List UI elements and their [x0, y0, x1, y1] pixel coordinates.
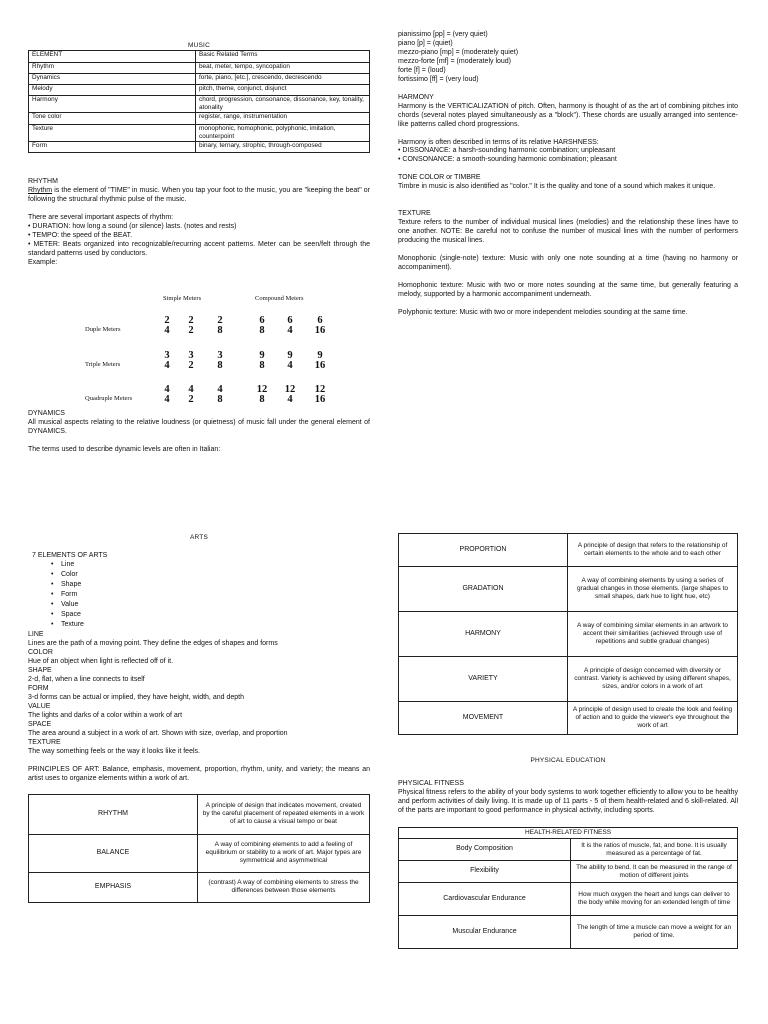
dynamic-level: mezzo-piano [mp] = (moderately quiet)	[398, 48, 519, 56]
definition-term: VALUE	[28, 702, 51, 710]
time-signature-top: 3	[164, 350, 170, 361]
definition-term: FORM	[28, 684, 49, 692]
table-row	[399, 567, 738, 612]
table-row	[29, 96, 370, 113]
table-cell: MOVEMENT	[399, 702, 568, 735]
time-signature-top: 4	[164, 384, 170, 395]
table-cell: binary, ternary, strophic, through-composed	[196, 142, 370, 153]
list-item: • Texture	[61, 621, 370, 631]
table-row	[29, 113, 370, 124]
time-signature-top: 6	[317, 315, 323, 326]
time-signature	[255, 316, 269, 335]
monophonic-paragraph: Monophonic (single-note) texture: Music with only one note sounding at a time (having no harmony or accompaniment).	[398, 255, 738, 272]
homophonic-paragraph: Homophonic texture: Music with two or more notes sounding at the same time, but generally featuring a melody, supported by a harmonic accompaniment underneath.	[398, 282, 738, 298]
arts-pe-page	[0, 512, 768, 1024]
tone-color-heading: TONE COLOR or TIMBRE	[398, 174, 481, 182]
harmony-paragraph: Harmony is the VERTICALIZATION of pitch. Often, harmony is thought of as the art of combining pitches into chords (several notes played simultaneously as a "block"). These chords are usually arranged into sentence-like patterns called chord progressions.	[398, 102, 738, 128]
table-row	[399, 861, 738, 883]
harmony-heading: HARMONY	[398, 93, 434, 101]
principles-paragraph: PRINCIPLES OF ART: Balance, emphasis, movement, proportion, rhythm, unity, and variety; the means an artist uses to organize elements within a work of art.	[28, 765, 370, 782]
arts-title: ARTS	[189, 534, 209, 541]
table-row	[29, 51, 370, 62]
table-cell: beat, meter, tempo, syncopation	[196, 62, 370, 73]
time-signature-top: 9	[287, 350, 293, 361]
time-signature-bottom: 16	[314, 359, 326, 371]
time-signature	[283, 316, 297, 335]
definition-text: 2-d, flat, when a line connects to itself	[28, 676, 145, 684]
time-signature-top: 2	[217, 315, 223, 326]
table-cell: PROPORTION	[399, 534, 568, 567]
music-left-column	[28, 42, 370, 153]
time-signature	[213, 385, 227, 404]
time-signature	[160, 351, 174, 370]
time-signature	[184, 351, 198, 370]
dynamic-level: forte [f] = (loud)	[398, 66, 446, 74]
texture-paragraph: Texture refers to the number of individual musical lines (melodies) and the relationship these lines have to one another. NOTE: Be careful not to confuse the number of musical lines with the number of performers producing the musical lines.	[398, 219, 738, 245]
time-signature-bottom: 8	[217, 324, 223, 336]
table-cell: Melody	[29, 84, 196, 95]
principles-table-right	[398, 533, 738, 735]
table-row	[29, 124, 370, 141]
table-cell: A principle of design used to create the look and feeling of action and to guide the viewer's eye throughout the work of art	[568, 702, 738, 735]
list-item: • Line	[61, 561, 370, 571]
duple-meters-label: Duple Meters	[85, 326, 121, 333]
time-signature-bottom: 4	[287, 359, 293, 371]
time-signature-bottom: 4	[164, 359, 170, 371]
table-row	[399, 883, 738, 916]
time-signature-bottom: 8	[217, 393, 223, 405]
table-cell: GRADATION	[399, 567, 568, 612]
definition-text: The way something feels or the way it looks like it feels.	[28, 747, 200, 755]
table-cell: How much oxygen the heart and lungs can deliver to the body while moving for an extended length of time	[571, 883, 738, 916]
texture-heading: TEXTURE	[398, 210, 431, 218]
time-signature-top: 12	[284, 384, 296, 395]
time-signature	[184, 385, 198, 404]
table-row	[29, 73, 370, 84]
time-signature-top: 9	[317, 350, 323, 361]
table-cell: (contrast) A way of combining elements to stress the differences between those elements	[198, 872, 370, 902]
triple-meters-label: Triple Meters	[85, 361, 121, 368]
definition-term: LINE	[28, 631, 44, 639]
time-signature-bottom: 4	[164, 393, 170, 405]
table-cell: Flexibility	[399, 861, 571, 883]
table-cell: A way of combining elements by using a series of gradual changes in those elements. (large shapes to small shapes, dark hue to light hue, etc)	[568, 567, 738, 612]
time-signature-top: 4	[217, 384, 223, 395]
time-signature-bottom: 4	[287, 324, 293, 336]
definition-text: The lights and darks of a color within a work of art	[28, 711, 183, 719]
table-cell: chord, progression, consonance, dissonance, key, tonality, atonality	[196, 96, 370, 113]
time-signature	[283, 351, 297, 370]
music-elements-table	[28, 50, 370, 153]
list-item: • Color	[61, 571, 370, 581]
time-signature-bottom: 2	[188, 324, 194, 336]
table-cell: VARIETY	[399, 657, 568, 702]
time-signature-bottom: 2	[188, 393, 194, 405]
table-cell: BALANCE	[29, 834, 198, 872]
table-cell: Rhythm	[29, 62, 196, 73]
pe-title: PHYSICAL EDUCATION	[530, 757, 606, 764]
harshness-item: • DISSONANCE: a harsh-sounding harmonic combination; unpleasant	[398, 147, 616, 155]
time-signature	[313, 351, 327, 370]
table-cell: monophonic, homophonic, polyphonic, imitation, counterpoint	[196, 124, 370, 141]
health-fitness-table	[398, 827, 738, 949]
time-signature-top: 9	[259, 350, 265, 361]
dynamic-level: piano [p] = (quiet)	[398, 39, 453, 47]
table-row	[399, 828, 738, 839]
table-cell: Cardiovascular Endurance	[399, 883, 571, 916]
dynamics-section	[28, 410, 370, 455]
time-signature-top: 6	[259, 315, 265, 326]
dynamic-level: fortissimo [ff] = (very loud)	[398, 75, 479, 83]
dynamics-heading: DYNAMICS	[28, 410, 65, 417]
rhythm-paragraph	[28, 187, 370, 205]
table-row	[29, 62, 370, 73]
table-cell: Texture	[29, 124, 196, 141]
table-header-cell: Basic Related Terms	[196, 51, 370, 62]
rhythm-word: Rhythm	[28, 186, 53, 194]
time-signature	[160, 385, 174, 404]
time-signature	[255, 351, 269, 370]
time-signature	[184, 316, 198, 335]
definition-text: The area around a subject in a work of art. Shown with size, overlap, and proportion	[28, 729, 288, 737]
dynamic-level: mezzo-forte [mf] = (moderately loud)	[398, 57, 512, 65]
aspect-item: • TEMPO: the speed of the BEAT.	[28, 231, 133, 239]
time-signature	[313, 385, 327, 404]
time-signature-top: 3	[217, 350, 223, 361]
table-cell: Dynamics	[29, 73, 196, 84]
physical-fitness-paragraph: Physical fitness refers to the ability of your body systems to work together efficiently to allow you to be healthy and perform activities of daily living. It is made up of 11 parts - 5 of them health-related and 6 skill-related. All of the parts are important to good performance in physical activity, including sports.	[398, 789, 738, 815]
elements-list	[28, 561, 370, 631]
elements-heading: 7 ELEMENTS OF ARTS	[32, 552, 108, 560]
time-signature-bottom: 16	[314, 324, 326, 336]
table-cell: Harmony	[29, 96, 196, 113]
time-signature	[255, 385, 269, 404]
table-row	[29, 834, 370, 872]
table-cell: The length of time a muscle can move a weight for an period of time.	[571, 916, 738, 949]
table-cell: A way of combining elements to add a feeling of equilibrium or stability to a work of art. Major types are symmetrical and asymmetrical	[198, 834, 370, 872]
definition-term: COLOR	[28, 649, 53, 657]
time-signature-bottom: 2	[188, 359, 194, 371]
rhythm-heading: RHYTHM	[28, 178, 58, 185]
time-signature-top: 3	[188, 350, 194, 361]
table-row	[399, 916, 738, 949]
table-cell: It is the ratios of muscle, fat, and bone. It is usually measured as a percentage of fat.	[571, 839, 738, 861]
time-signature-top: 4	[188, 384, 194, 395]
table-cell: A principle of design that refers to the relationship of certain elements to the whole and to each other	[568, 534, 738, 567]
table-cell: HARMONY	[399, 612, 568, 657]
list-item: • Value	[61, 601, 370, 611]
arts-pe-right-column	[398, 533, 738, 949]
time-signature-top: 6	[287, 315, 293, 326]
table-cell: The ability to bend. It can be measured in the range of motion of different joints	[571, 861, 738, 883]
aspect-item: • METER: Beats organized into recognizable/recurring accent patterns. Meter can be seen/felt through the standard patterns used by conductors.	[28, 240, 370, 257]
time-signature-top: 2	[188, 315, 194, 326]
dynamics-italian-note: The terms used to describe dynamic levels are often in Italian:	[28, 445, 221, 453]
table-cell: Form	[29, 142, 196, 153]
dynamics-paragraph: All musical aspects relating to the relative loudness (or quietness) of music fall under the general element of DYNAMICS.	[28, 418, 370, 435]
table-row	[29, 872, 370, 902]
harshness-intro: Harmony is often described in terms of its relative HARSHNESS:	[398, 138, 599, 146]
time-signature-bottom: 8	[259, 324, 265, 336]
arts-left-column	[28, 534, 370, 903]
table-cell: EMPHASIS	[29, 872, 198, 902]
rhythm-section	[28, 178, 370, 268]
table-cell: Tone color	[29, 113, 196, 124]
table-cell: pitch, theme, conjunct, disjunct	[196, 84, 370, 95]
time-signature-top: 2	[164, 315, 170, 326]
time-signature-bottom: 8	[259, 359, 265, 371]
table-cell: A way of combining similar elements in an artwork to accent their similarities (achieved through use of repetitions and subtle gradual changes)	[568, 612, 738, 657]
physical-fitness-heading: PHYSICAL FITNESS	[398, 780, 464, 788]
table-header-cell: ELEMENT	[29, 51, 196, 62]
definition-term: SHAPE	[28, 667, 52, 675]
example-label: Example:	[28, 258, 58, 266]
definition-text: Hue of an object when light is reflected off of it.	[28, 658, 174, 666]
time-signature	[283, 385, 297, 404]
time-signature	[213, 316, 227, 335]
aspect-item: • DURATION: how long a sound (or silence) lasts. (notes and rests)	[28, 222, 237, 230]
time-signature-bottom: 4	[287, 393, 293, 405]
table-row	[399, 702, 738, 735]
rhythm-text: is the element of "TIME" in music. When you tap your foot to the music, you are "keeping the beat" or following the structural rhythmic pulse of the music.	[28, 186, 370, 203]
table-cell: register, range, instrumentation	[196, 113, 370, 124]
table-row	[399, 612, 738, 657]
table-cell: Body Composition	[399, 839, 571, 861]
meters-figure	[55, 292, 335, 408]
time-signature-bottom: 16	[314, 393, 326, 405]
table-row	[29, 794, 370, 834]
table-cell: forte, piano, [etc.], crescendo, decrescendo	[196, 73, 370, 84]
list-item: • Space	[61, 611, 370, 621]
quadruple-meters-label: Quadruple Meters	[85, 395, 133, 402]
time-signature-top: 12	[256, 384, 268, 395]
list-item: • Form	[61, 591, 370, 601]
table-cell: RHYTHM	[29, 794, 198, 834]
definition-term: SPACE	[28, 720, 52, 728]
table-cell: A principle of design that indicates movement, created by the careful placement of repeated elements in a work of art to cause a visual tempo or beat	[198, 794, 370, 834]
compound-meters-label: Compound Meters	[255, 295, 304, 302]
aspects-intro: There are several important aspects of rhythm:	[28, 213, 174, 221]
time-signature	[160, 316, 174, 335]
dynamic-level: pianissimo [pp] = (very quiet)	[398, 31, 488, 38]
music-right-column	[398, 31, 738, 318]
simple-meters-label: Simple Meters	[163, 295, 202, 302]
table-row	[399, 534, 738, 567]
table-row	[399, 657, 738, 702]
time-signature	[313, 316, 327, 335]
music-title: MUSIC	[188, 42, 210, 49]
time-signature-bottom: 8	[259, 393, 265, 405]
definition-term: TEXTURE	[28, 738, 61, 746]
polyphonic-paragraph: Polyphonic texture: Music with two or more independent melodies sounding at the same time.	[398, 308, 688, 316]
table-row	[399, 839, 738, 861]
table-cell: A principle of design concerned with diversity or contrast. Variety is achieved by using different shapes, sizes, and/or colors in a work of art	[568, 657, 738, 702]
tone-color-paragraph: Timbre in music is also identified as "color." It is the quality and tone of a sound which makes it unique.	[398, 183, 716, 191]
definition-text: 3-d forms can be actual or implied, they have height, width, and depth	[28, 693, 244, 701]
harshness-item: • CONSONANCE: a smooth-sounding harmonic combination; pleasant	[398, 156, 617, 164]
time-signature-top: 12	[314, 384, 326, 395]
definition-text: Lines are the path of a moving point. They define the edges of shapes and forms	[28, 640, 278, 648]
time-signature-bottom: 4	[164, 324, 170, 336]
time-signature	[213, 351, 227, 370]
list-item: • Shape	[61, 581, 370, 591]
time-signature-bottom: 8	[217, 359, 223, 371]
table-title: HEALTH-RELATED FITNESS	[399, 828, 738, 839]
table-cell: Muscular Endurance	[399, 916, 571, 949]
table-row	[29, 142, 370, 153]
table-row	[29, 84, 370, 95]
principles-table-left	[28, 794, 370, 903]
